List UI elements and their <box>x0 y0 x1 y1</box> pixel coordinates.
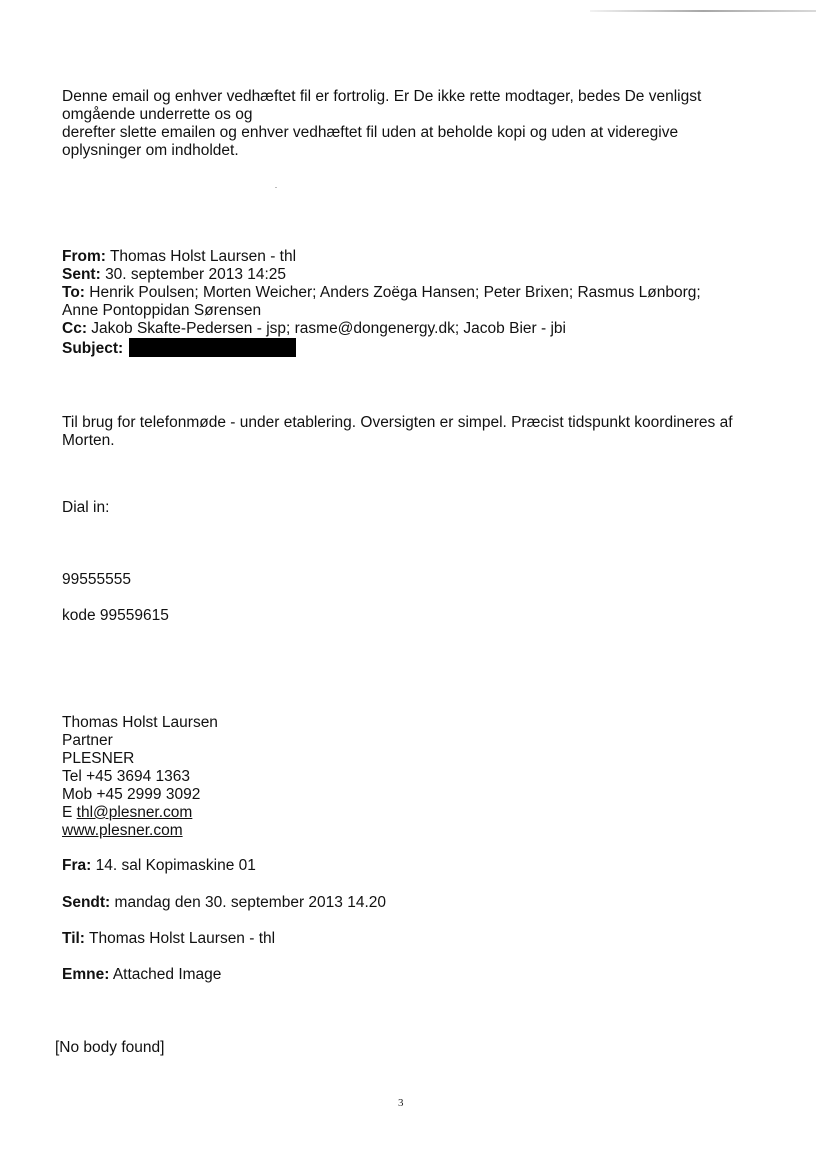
to-label: To: <box>62 284 85 301</box>
email-header <box>62 248 701 358</box>
signature-block <box>62 714 218 840</box>
cc-row <box>62 320 701 338</box>
intro-line: Til brug for telefonmøde - under etablering. Oversigten er simpel. Præcist tidspunkt koordineres af <box>62 414 733 431</box>
signature-tel: Tel +45 3694 1363 <box>62 768 190 785</box>
to-value-continued: Anne Pontoppidan Sørensen <box>62 302 262 319</box>
signature-mob: Mob +45 2999 3092 <box>62 786 201 803</box>
disclaimer-line: derefter slette emailen og enhver vedhæftet fil uden at beholde kopi og uden at videregive <box>62 124 679 141</box>
signature-name: Thomas Holst Laursen <box>62 714 218 731</box>
page-number: 3 <box>398 1097 404 1109</box>
sent-row <box>62 266 701 284</box>
subject-label: Subject: <box>62 340 124 357</box>
confidentiality-disclaimer <box>62 88 701 160</box>
email-prefix: E <box>62 804 73 821</box>
sent-value: 30. september 2013 14:25 <box>105 266 287 283</box>
dial-in-code: kode 99559615 <box>62 607 169 624</box>
dial-in-number: 99555555 <box>62 571 131 588</box>
til-label: Til: <box>62 930 85 947</box>
website-link[interactable]: www.plesner.com <box>62 822 183 839</box>
cc-value: Jakob Skafte-Pedersen - jsp; rasme@dongenergy.dk; Jacob Bier - jbi <box>91 320 566 337</box>
sent-label: Sent: <box>62 266 101 283</box>
disclaimer-line: oplysninger om indholdet. <box>62 142 239 159</box>
to-value: Henrik Poulsen; Morten Weicher; Anders Zoëga Hansen; Peter Brixen; Rasmus Lønborg; <box>89 284 701 301</box>
no-body-text: [No body found] <box>55 1039 165 1056</box>
scan-speck <box>275 187 277 188</box>
sendt-value: mandag den 30. september 2013 14.20 <box>114 894 386 911</box>
from-label: From: <box>62 248 106 265</box>
fra-row <box>62 857 256 875</box>
from-value: Thomas Holst Laursen - thl <box>109 248 297 265</box>
disclaimer-line: Denne email og enhver vedhæftet fil er fortrolig. Er De ikke rette modtager, bedes De venligst <box>62 88 702 105</box>
message-intro <box>62 414 733 450</box>
til-row <box>62 930 275 948</box>
emne-value: Attached Image <box>112 966 222 983</box>
subject-row <box>62 338 701 358</box>
redaction-bar <box>129 338 296 357</box>
signature-email-row <box>62 804 218 822</box>
dial-in-label: Dial in: <box>62 499 110 516</box>
emne-label: Emne: <box>62 966 110 983</box>
sendt-label: Sendt: <box>62 894 111 911</box>
fra-value: 14. sal Kopimaskine 01 <box>95 857 256 874</box>
til-value: Thomas Holst Laursen - thl <box>89 930 276 947</box>
sendt-row <box>62 894 386 912</box>
to-row <box>62 284 701 302</box>
intro-line: Morten. <box>62 432 115 449</box>
signature-company: PLESNER <box>62 750 135 767</box>
fra-label: Fra: <box>62 857 92 874</box>
from-row <box>62 248 701 266</box>
signature-title: Partner <box>62 732 113 749</box>
disclaimer-line: omgående underrette os og <box>62 106 253 123</box>
cc-label: Cc: <box>62 320 87 337</box>
scan-artifact-line <box>590 10 816 12</box>
email-link[interactable]: thl@plesner.com <box>76 804 193 821</box>
emne-row <box>62 966 221 984</box>
